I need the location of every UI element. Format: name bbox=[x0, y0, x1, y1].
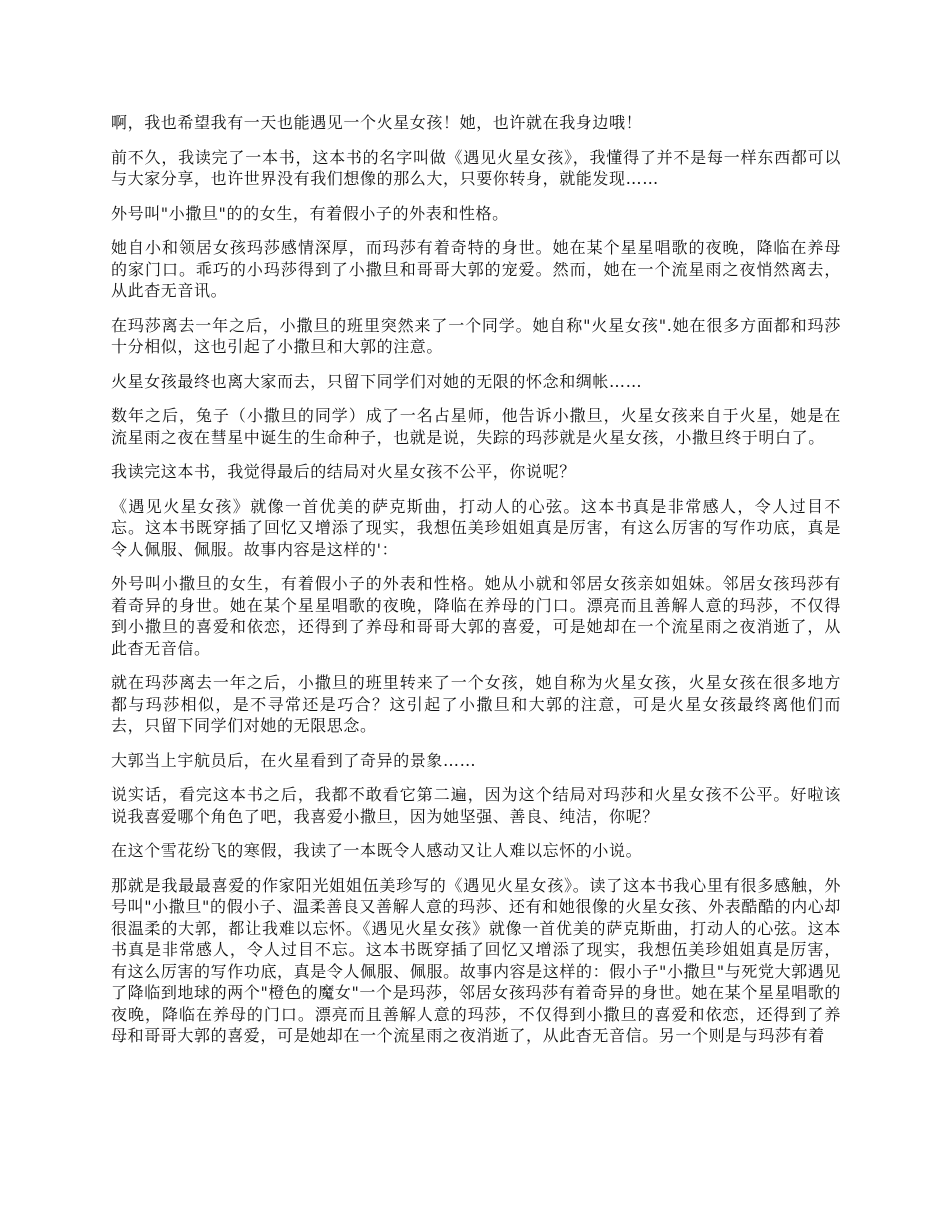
paragraph-14: 在这个雪花纷飞的寒假，我读了一本既令人感动又让人难以忘怀的小说。 bbox=[111, 841, 643, 860]
paragraph-10: 外号叫小撒旦的女生，有着假小子的外表和性格。她从小就和邻居女孩亲如姐妹。邻居女孩玛莎有着奇异的身世。她在某个星星唱歌的夜晚，降临在养母的门口。漂亮而且善解人意的玛莎，不仅得到小撒旦的喜爱和依恋，还得到了养母和哥哥大郭的喜爱，可是她却在一个流星雨之夜消逝了，从此杳无音信。 bbox=[111, 574, 841, 658]
paragraph-12: 大郭当上宇航员后，在火星看到了奇异的景象…… bbox=[111, 750, 477, 770]
paragraph-7: 数年之后，兔子（小撒旦的同学）成了一名占星师，他告诉小撒旦，火星女孩来自于火星，她是在流星雨之夜在彗星中诞生的生命种子，也就是说，失踪的玛莎就是火星女孩，小撒旦终于明白了。 bbox=[111, 406, 841, 447]
document-body bbox=[111, 112, 841, 1060]
paragraph-9: 《遇见火星女孩》就像一首优美的萨克斯曲，打动人的心弦。这本书真是非常感人，令人过目不忘。这本书既穿插了回忆又增添了现实，我想伍美珍姐姐真是厉害，有这么厉害的写作功底，真是令人佩服、佩服。故事内容是这样的'： bbox=[111, 496, 841, 559]
paragraph-5: 在玛莎离去一年之后，小撒旦的班里突然来了一个同学。她自称"火星女孩".她在很多方面都和玛莎十分相似，这也引起了小撒旦和大郭的注意。 bbox=[111, 315, 841, 356]
paragraph-11: 就在玛莎离去一年之后，小撒旦的班里转来了一个女孩，她自称为火星女孩，火星女孩在很多地方都与玛莎相似，是不寻常还是巧合？这引起了小撒旦和大郭的注意，可是火星女孩最终离他们而去，只留下同学们对她的无限思念。 bbox=[111, 673, 841, 735]
paragraph-6: 火星女孩最终也离大家而去，只留下同学们对她的无限的怀念和绸帐…… bbox=[111, 371, 643, 391]
paragraph-8: 我读完这本书，我觉得最后的结局对火星女孩不公平，你说呢？ bbox=[111, 462, 576, 481]
paragraph-3: 外号叫"小撒旦"的的女生，有着假小子的外表和性格。 bbox=[111, 203, 509, 223]
paragraph-13: 说实话，看完这本书之后，我都不敢看它第二遍，因为这个结局对玛莎和火星女孩不公平。好啦该说我喜爱哪个角色了吧，我喜爱小撒旦，因为她坚强、善良、纯洁，你呢？ bbox=[111, 785, 841, 826]
paragraph-15: 那就是我最最喜爱的作家阳光姐姐伍美珍写的《遇见火星女孩》。读了这本书我心里有很多感触，外号叫"小撒旦"的假小子、温柔善良又善解人意的玛莎、还有和她很像的火星女孩、外表酷酷的内心却很温柔的大郭，都让我难以忘怀。《遇见火星女孩》就像一首优美的萨克斯曲，打动人的心弦。这本书真是非常感人，令人过目不忘。这本书既穿插了回忆又增添了现实，我想伍美珍姐姐真是厉害，有这么厉害的写作功底，真是令人佩服、佩服。故事内容是这样的：假小子"小撒旦"与死党大郭遇见了降临到地球的两个"橙色的魔女"一个是玛莎，邻居女孩玛莎有着奇异的身世。她在某个星星唱歌的夜晚，降临在养母的门口。漂亮而且善解人意的玛莎，不仅得到小撒旦的喜爱和依恋，还得到了养母和哥哥大郭的喜爱，可是她却在一个流星雨之夜消逝了，从此杳无音信。另一个则是与玛莎有着 bbox=[111, 875, 841, 1045]
paragraph-1: 啊，我也希望我有一天也能遇见一个火星女孩！她，也许就在我身边哦！ bbox=[111, 113, 643, 132]
paragraph-4: 她自小和领居女孩玛莎感情深厚，而玛莎有着奇特的身世。她在某个星星唱歌的夜晚，降临在养母的家门口。乖巧的小玛莎得到了小撒旦和哥哥大郭的宠爱。然而，她在一个流星雨之夜悄然离去，从此杳无音讯。 bbox=[111, 238, 841, 300]
paragraph-2: 前不久，我读完了一本书，这本书的名字叫做《遇见火星女孩》，我懂得了并不是每一样东西都可以与大家分享，也许世界没有我们想像的那么大，只要你转身，就能发现…… bbox=[111, 147, 841, 188]
